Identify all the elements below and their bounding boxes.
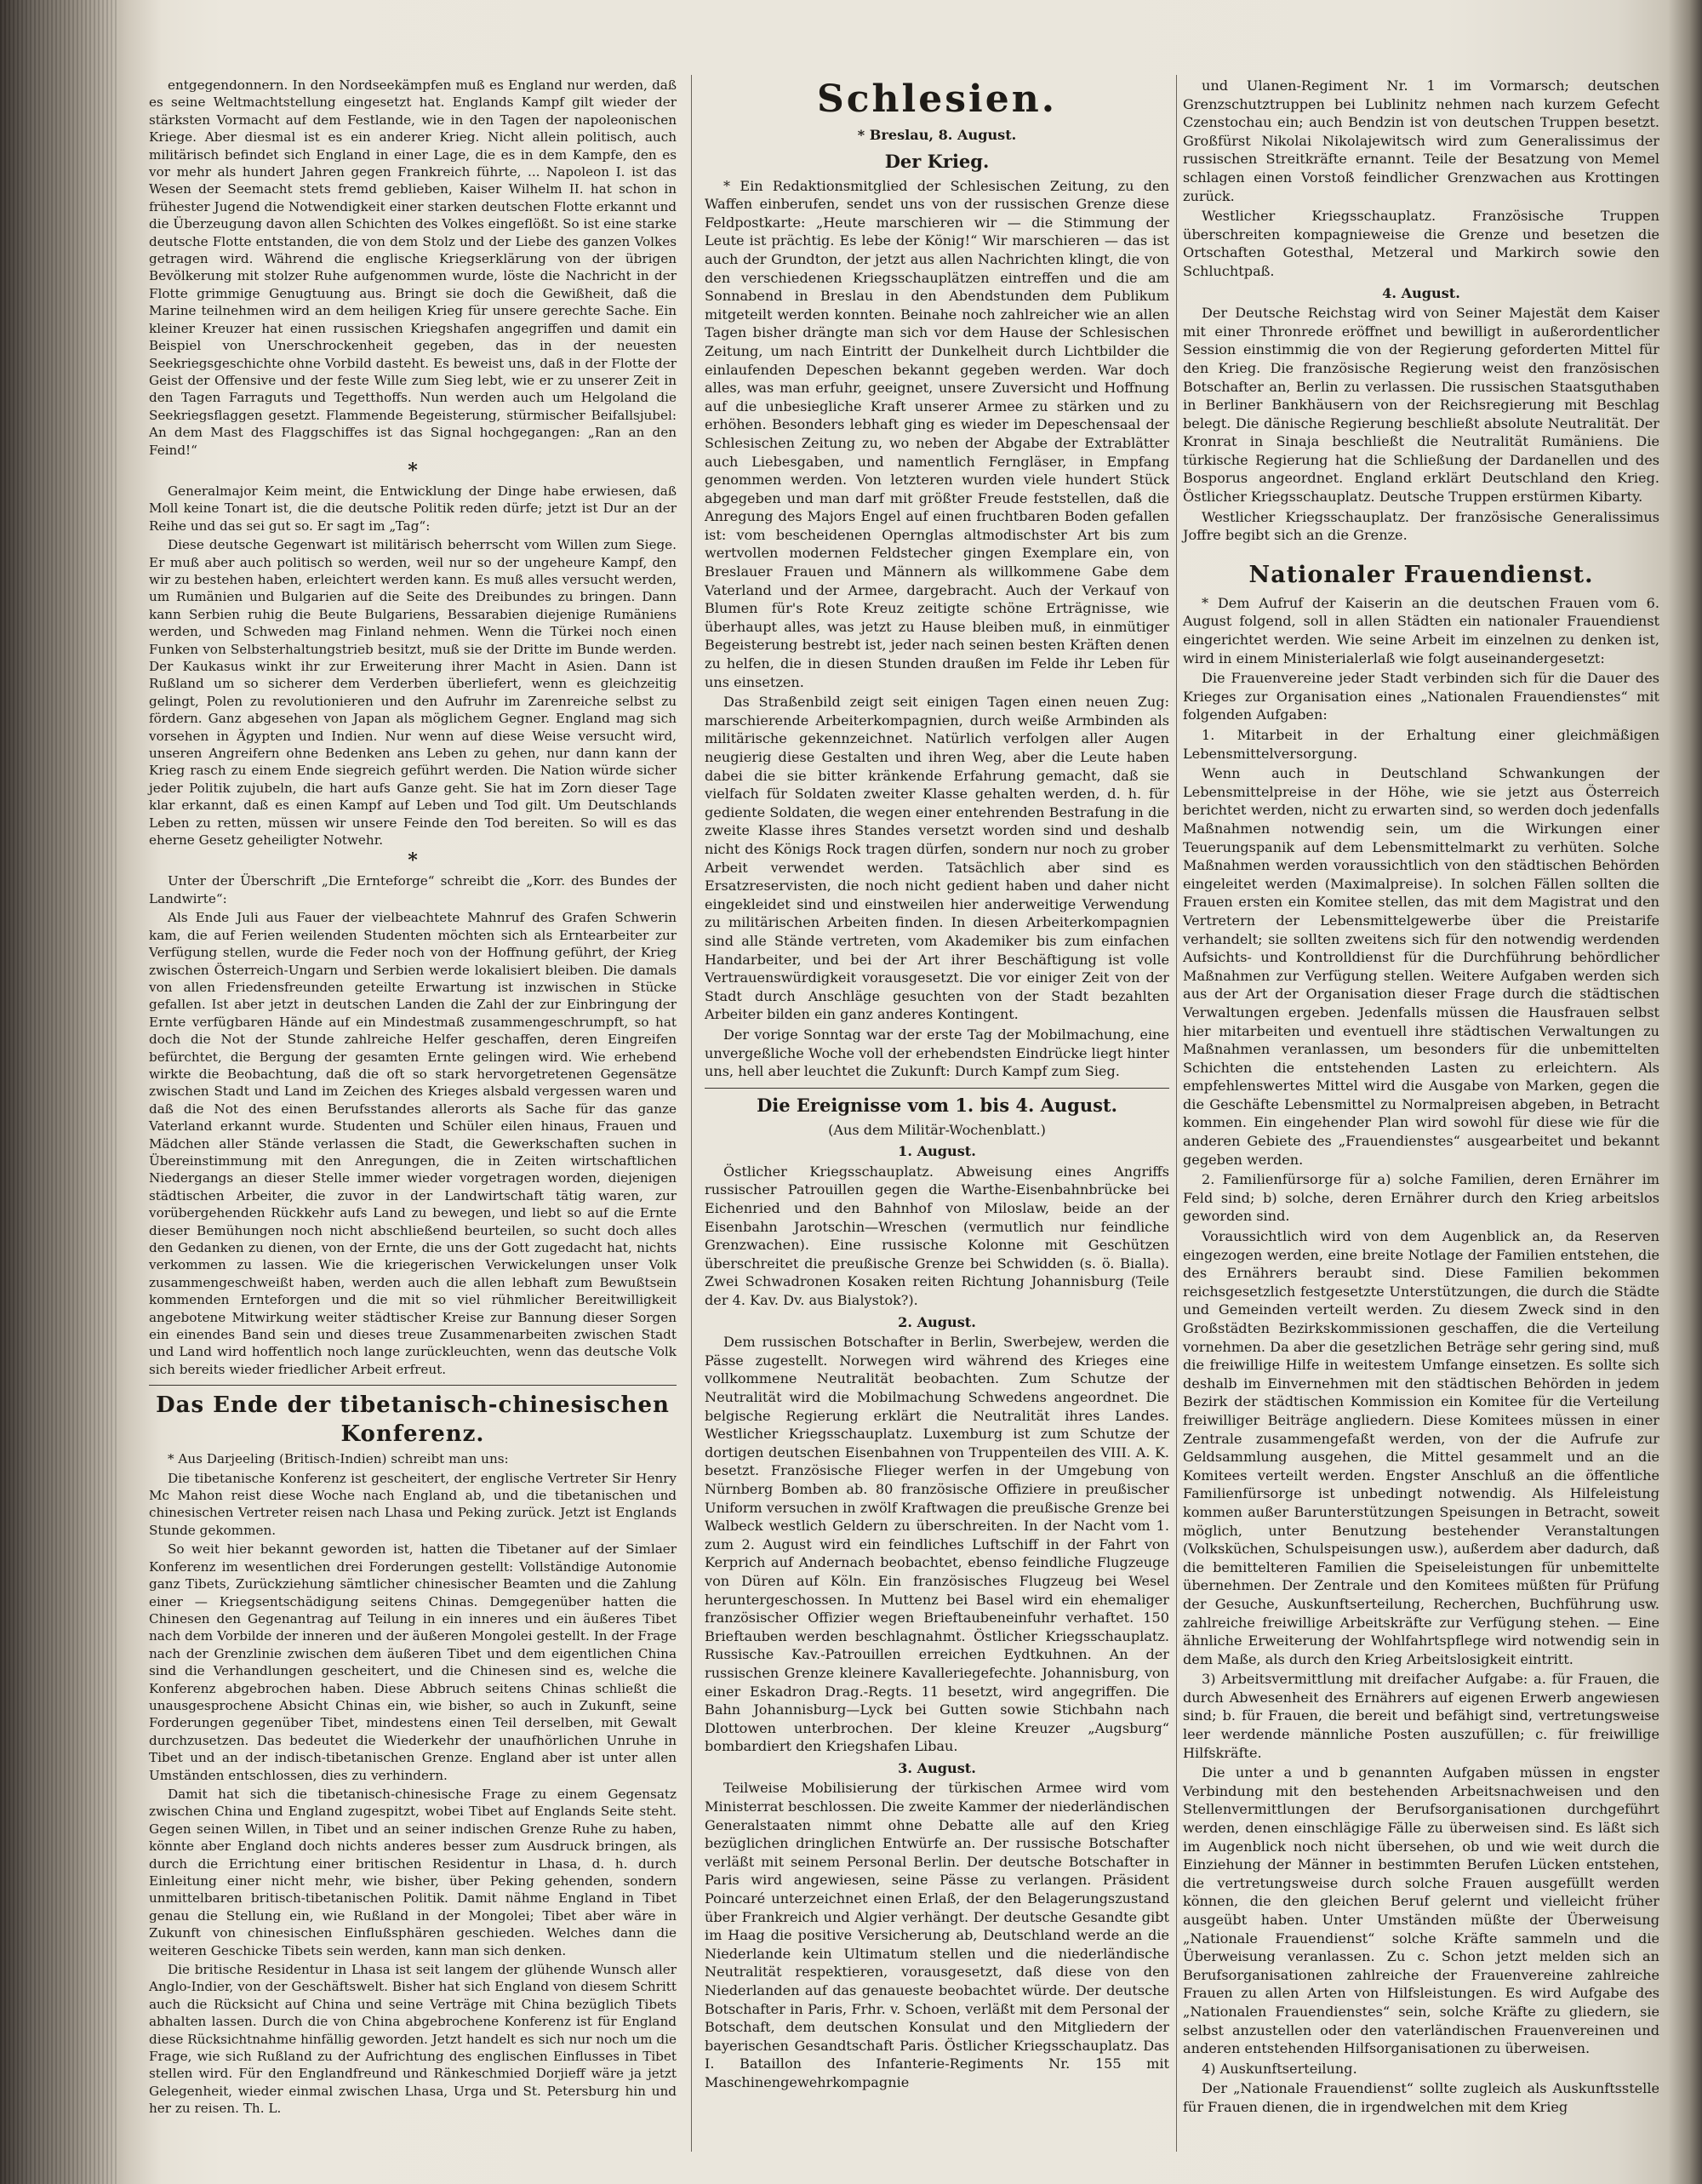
day-heading: 4. August. bbox=[1382, 284, 1460, 301]
column-1 bbox=[149, 77, 677, 2119]
article-title: Nationaler Frauendienst. bbox=[1248, 561, 1594, 588]
article-paragraph: Der „Nationale Frauendienst“ sollte zugleich als Auskunftsstelle für Frauen dienen, die in irgendwelchen mit dem Krieg bbox=[1183, 2080, 1659, 2115]
column-3 bbox=[1183, 77, 1659, 2118]
divider bbox=[705, 1088, 1169, 1089]
article-paragraph: Östlicher Kriegsschauplatz. Abweisung eines Angriffs russischer Patrouillen gegen die Warthe-Eisenbahnbrücke bei Eichenried und den Bahnhof von Miloslaw, beide an der Eisenbahn Jarotschin—Wreschen (vermutlich nur feindliche Grenzwachen). Eine russische Kolonne mit Geschützen überschreitet die preußische Grenze bei Schwidden (s. ö. Bialla). Zwei Schwadronen Kosaken reiten Richtung Johannisburg (Teile der 4. Kav. Dv. aus Bialystok?). bbox=[705, 1163, 1169, 1309]
article-paragraph: So weit hier bekannt geworden ist, hatten die Tibetaner auf der Simlaer Konferenz im wesentlichen drei Forderungen gestellt: Vollständige Autonomie ganz Tibets, Zurückziehung sämtlicher chinesischer Beamten und die Zahlung einer — Kriegsentschädigung seitens Chinas. Demgegenüber hatten die Chinesen den Gegenantrag auf Teilung in ein inneres und ein äußeres Tibet nach dem Vorbilde der inneren und der äußeren Mongolei gestellt. In der Frage nach der Grenzlinie zwischen dem äußeren Tibet und dem eigentlichen China sind die Verhandlungen gescheitert, und die Chinesen sind es, welche die Konferenz abgebrochen haben. Diese Abbruch seitens Chinas schließt die unausgesprochene Absicht Chinas ein, wie bisher, so auch in Zukunft, seine Forderungen gegenüber Tibet, mindestens einen Teil derselben, mit Gewalt durchzusetzen. Das bedeutet die Wiederkehr der unaufhörlichen Unruhe in Tibet und an der indisch-tibetanischen Grenze. England aber ist unter allen Umständen entschlossen, dies zu verhindern. bbox=[149, 1541, 677, 1783]
section-masthead: Schlesien. bbox=[816, 77, 1058, 121]
separator-asterisk: * bbox=[408, 459, 418, 482]
article-paragraph: 4) Auskunftserteilung. bbox=[1202, 2060, 1357, 2077]
article-paragraph: entgegendonnern. In den Nordseekämpfen muß es England nur werden, daß es seine Weltmachtstellung eingesetzt hat. Englands Kampf gilt wieder der stärksten Vormacht auf dem Festlande, wie in den Tagen der napoleonischen Kriege. Aber diesmal ist es ein anderer Krieg. Nicht allein politisch, auch militärisch befindet sich England in einer Lage, die es in dem Kampfe, den es vor mehr als hundert Jahren gegen Frankreich führte, ... Napoleon I. ist das Wesen der Seemacht stets fremd geblieben, Kaiser Wilhelm II. hat schon in frühester Jugend die Notwendigkeit einer starken deutschen Flotte erkannt und die Überzeugung davon allen Schichten des Volkes eingeflößt. So ist eine starke deutsche Flotte entstanden, die von dem Stolz und der Liebe des ganzen Volkes getragen wird. Während die englische Kriegserklärung von der übrigen Bevölkerung mit stolzer Ruhe aufgenommen wurde, löste die Nachricht in der Flotte grimmige Genugtuung aus. Bringt sie doch die Gewißheit, daß die Marine teilnehmen wird an dem heiligen Krieg für unsere gerechte Sache. Ein kleiner Kreuzer hat einen russischen Kriegshafen angegriffen und damit ein Beispiel von Unerschrockenheit gegeben, das in der neuesten Seekriegsgeschichte ohne Vorbild dasteht. Es beweist uns, daß in der Flotte der Geist der Offensive und der feste Wille zum Sieg lebt, wie er zu unserer Zeit in den Tagen Farraguts und Tegetthoffs. Nun werden auch um Helgoland die Seekriegsflaggen gesetzt. Flammende Begeisterung, stürmischer Beifallsjubel: An dem Mast des Flaggschiffes ist das Signal hochgegangen: „Ran an den Feind!“ bbox=[149, 77, 677, 458]
article-paragraph: Wenn auch in Deutschland Schwankungen der Lebensmittelpreise in der Höhe, wie sie jetzt aus Österreich berichtet werden, nicht zu erwarten sind, so werden doch jedenfalls Maßnahmen notwendig sein, um die Wirkungen einer Teuerungspanik auf dem Lebensmittelmarkt zu verhüten. Solche Maßnahmen werden voraussichtlich von den städtischen Behörden eingeleitet werden (Maximalpreise). In solchen Fällen sollten die Frauen ersten ein Komitee stellen, das mit dem Magistrat und den Vertretern der Lebensmittelgewerbe über die Preistarife verhandelt; sie sollten zweitens sich für den notwendig werdenden Aufsichts- und Kontrolldienst für die Durchführung behördlicher Maßnahmen zur Verfügung stellen. Weitere Aufgaben werden sich aus der Art der Organisation dieser Frage durch die städtischen Verwaltungen ergeben. Jedenfalls müssen die Hausfrauen selbst hier mitarbeiten und eventuell ihre städtischen Verwaltungen zu Maßnahmen veranlassen, um besonders für die unbemittelten Schichten die entstehenden Lasten zu erleichtern. Als empfehlenswertes Mittel wird die Ausgabe von Marken, gegen die die Geschäfte Lebensmittel zu Normalpreisen abgeben, in Betracht kommen. Ein eingehender Plan wird sowohl für diese wie für die anderen Gebiete des „Frauendienstes“ ausgearbeitet und bekannt gegeben werden. bbox=[1183, 765, 1659, 1168]
article-paragraph: * Aus Darjeeling (Britisch-Indien) schreibt man uns: bbox=[168, 1451, 509, 1467]
separator-asterisk: * bbox=[408, 849, 418, 872]
column-rule bbox=[691, 75, 692, 2152]
article-paragraph: Der Deutsche Reichstag wird von Seiner Majestät dem Kaiser mit einer Thronrede eröffnet und bewilligt in außerordentlicher Session einstimmig die von der Regierung geforderten Mittel für den Krieg. Die französische Regierung weist den französischen Botschafter an, Berlin zu verlassen. Die russischen Staatsguthaben in Berliner Bankhäusern von der Reichsregierung mit Beschlag belegt. Die dänische Regierung beschließt absolute Neutralität. Der Kronrat in Sinaja beschließt die Neutralität Rumäniens. Die türkische Regierung hat die Schließung der Dardanellen und des Bosporus angeordnet. England erklärt Deutschland den Krieg. Östlicher Kriegsschauplatz. Deutsche Truppen erstürmen Kibarty. bbox=[1183, 305, 1659, 506]
article-paragraph: Damit hat sich die tibetanisch-chinesische Frage zu einem Gegensatz zwischen China und England zugespitzt, wobei Tibet auf Englands Seite steht. Gegen seinen Willen, in Tibet und an seiner indischen Grenze Ruhe zu haben, könnte aber England doch nichts anderes besser zum Ausdruck bringen, als durch die Errichtung einer britischen Residentur in Lhasa, d. h. durch Einleitung einer nicht mehr, wie bisher, über Peking gehenden, sondern unmittelbaren britisch-tibetanischen Politik. Damit nähme England in Tibet genau die Stellung ein, wie Rußland in der Mongolei; Tibet aber wäre in Zukunft von chinesischen Einflußsphären geschieden. Welches dann die weiteren Geschicke Tibets sein werden, kann man sich denken. bbox=[149, 1786, 677, 1958]
article-title: Die Ereignisse vom 1. bis 4. August. bbox=[757, 1094, 1117, 1116]
article-paragraph: 1. Mitarbeit in der Erhaltung einer gleichmäßigen Lebensmittelversorgung. bbox=[1183, 727, 1659, 762]
day-heading: 2. August. bbox=[898, 1313, 976, 1330]
article-paragraph: Voraussichtlich wird von dem Augenblick an, da Reserven eingezogen werden, eine breite Notlage der Familien entstehen, die des Ernährers beraubt sind. Diese Familien bekommen reichsgesetzlich festgesetzte Unterstützungen, die durch die Städte und Gemeinden verteilt werden. Zu diesem Zweck sind in den Großstädten Bezirkskommissionen geschaffen, die die Verteilung vornehmen. Da aber die gesetzlichen Beträge sehr gering sind, muß die freiwillige Hilfe in weitestem Umfange einsetzen. Es sollte sich deshalb im Einvernehmen mit den städtischen Behörden in jedem Bezirk der städtischen Kommission ein Komitee für die Verteilung freiwilliger Beiträge angliedern. Diese Komitees müssen in einer Zentrale zusammengefaßt werden, von der die Aufrufe zur Geldsammlung ausgehen, die Mittel gesammelt und an die Komitees verteilt werden. Engster Anschluß an die öffentliche Familienfürsorge ist unbedingt notwendig. Als Hilfeleistung kommen außer Barunterstützungen Speisungen in Betracht, soweit möglich, unter Benutzung bestehender Veranstaltungen (Volksküchen, Schulspeisungen usw.), außerdem aber dadurch, daß die bemittelteren Familien die Speiseleistungen für unbemittelte übernehmen. Der Zentrale und den Komitees müßten für Prüfung der Gesuche, Auskunftserteilung, Recherchen, Buchführung usw. zahlreiche freiwillige Arbeitskräfte zur Verfügung stehen. — Eine ähnliche Erweiterung der Wohlfahrtspflege wird notwendig sein in dem Maße, als durch den Krieg Arbeitslosigkeit eintritt. bbox=[1183, 1228, 1659, 1667]
article-paragraph: Generalmajor Keim meint, die Entwicklung der Dinge habe erwiesen, daß Moll keine Tonart ist, die die deutsche Politik reden dürfe; jetzt ist Dur an der Reihe und das sei gut so. Er sagt im „Tag“: bbox=[149, 483, 677, 534]
article-paragraph: Als Ende Juli aus Fauer der vielbeachtete Mahnruf des Grafen Schwerin kam, die auf Ferien weilenden Studenten möchten sich als Erntearbeiter zur Verfügung stellen, wurde die Feder noch von der Hoffnung geführt, der Krieg zwischen Österreich-Ungarn und Serbien werde lokalisiert bleiben. Die damals von allen Friedensfreunden geteilte Erwartung ist inzwischen in Stücke gefallen. Ist aber jetzt in deutschen Landen die Zahl der zur Einbringung der Ernte verfügbaren Hände auf ein Mindestmaß zusammengeschrumpft, so hat doch die Not der Stunde zahlreiche Helfer geschaffen, deren Eingreifen befürchtet, die Bergung der gesamten Ernte gelingen wird. Wie erhebend wirkte die Beobachtung, daß die oft so stark hervorgetretenen Gegensätze zwischen Stadt und Land im Zeichen des Krieges alsbald vergessen waren und daß die Not des einen Berufsstandes allerorts als Sache für das ganze Vaterland erkannt wurde. Studenten und Schüler eilen hinaus, Frauen und Mädchen aller Stände verlassen die Stadt, die Gewerkschaften suchen in Übereinstimmung mit den Anregungen, die in Zeiten wirtschaftlichen Niedergangs an dieser Stelle immer wieder vorgetragen worden, diejenigen städtischen Arbeiter, die zuvor in der Landwirtschaft tätig waren, zur vorübergehenden Rückkehr aufs Land zu bewegen, und liebt so auf die Ernte dieser Bemühungen noch nicht abschließend beurteilen, so sucht doch alles den Gedanken zu dienen, von der Ernte, die uns der Gott zugedacht hat, nichts verkommen zu lassen. Wie die kriegerischen Verwickelungen unser Volk zusammengeschweißt haben, werden auch die allen lebhaft zum Bewußtsein kommenden Ernteforgen und die mit so viel rühmlicher Bereitwilligkeit angebotene Mitwirkung weiter städtischer Kreise zur Bannung dieser Sorgen ein einendes Band sein und dieses treue Zusammenarbeiten zwischen Stadt und Land wird hoffentlich noch lange zurückleuchten, wenn das deutsche Volk sich bereits wieder friedlicher Arbeit erfreut. bbox=[149, 910, 677, 1377]
day-heading: 1. August. bbox=[898, 1143, 976, 1160]
article-paragraph: Die tibetanische Konferenz ist gescheitert, der englische Vertreter Sir Henry Mc Mahon reist diese Woche nach England ab, und die tibetanischen und chinesischen Vertreter reisen nach Lhasa und Peking zurück. Jetzt ist Englands Stunde gekommen. bbox=[149, 1470, 677, 1538]
article-paragraph: Die unter a und b genannten Aufgaben müssen in engster Verbindung mit den bestehenden Arbeitsnachweisen und den Stellenvermittlungen der Berufsorganisationen durchgeführt werden, denen einschlägige Fälle zu überweisen sind. Es läßt sich im Augenblick noch nicht übersehen, ob und wie weit durch die Einziehung der Männer in bestimmten Berufen Lücken entstehen, die vertretungsweise durch solche Frauen ausgefüllt werden können, die den gleichen Beruf gelernt und vielleicht früher ausgeübt haben. Unter Umständen müßte der Überweisung „Nationale Frauendienst“ solche Kräfte sammeln und die Überweisung veranlassen. Zu c. Schon jetzt melden sich an Berufsorganisationen zahlreiche der Frauenvereine zahlreiche Frauen zu allen Arten von Hilfsleistungen. Es wird Aufgabe des „Nationalen Frauendienstes“ sein, solche Kräfte zu gliedern, sie selbst anzustellen oder den vaterländischen Frauenvereinen und anderen entstehenden Hilfsorganisationen zu überweisen. bbox=[1183, 1764, 1659, 2057]
article-paragraph: Westlicher Kriegsschauplatz. Der französische Generalissimus Joffre begibt sich an die Grenze. bbox=[1183, 508, 1659, 544]
column-2 bbox=[705, 77, 1169, 2094]
subheading: Der Krieg. bbox=[884, 150, 990, 172]
article-paragraph: * Dem Aufruf der Kaiserin an die deutschen Frauen vom 6. August folgend, soll in allen Städten ein nationaler Frauendienst eingerichtet werden. Wie seine Arbeit im einzelnen zu denken ist, wird in einem Ministerialerlaß wie folgt auseinandergesetzt: bbox=[1183, 594, 1659, 666]
article-paragraph: 2. Familienfürsorge für a) solche Familien, deren Ernährer im Feld sind; b) solche, deren Ernährer durch den Krieg arbeitslos geworden sind. bbox=[1183, 1171, 1659, 1225]
book-binding bbox=[0, 0, 119, 2184]
article-paragraph: Westlicher Kriegsschauplatz. Französische Truppen überschreiten kompagnieweise die Grenze und besetzen die Ortschaften Gotesthal, Metzeral und Markirch sowie den Schluchtpaß. bbox=[1183, 208, 1659, 279]
article-paragraph: Diese deutsche Gegenwart ist militärisch beherrscht vom Willen zum Siege. Er muß aber auch politisch so werden, weil nur so der ungeheure Kampf, den wir zu bestehen haben, erleichtert werden kann. Es muß alles versucht werden, um Rumänien und Bulgarien auf die Seite des Dreibundes zu bringen. Dann kann Serbien ruhig die Beute Bulgariens, Bessarabien diejenige Rumäniens werden, und Schweden mag Finland nehmen. Wenn die Türkei noch einen Funken von Selbsterhaltungstrieb besitzt, muß sie der Dritte im Bunde werden. Der Kaukasus winkt ihr zur Erweiterung ihrer Macht in Asien. Dann ist Rußland um so sicherer dem Verderben überliefert, wenn es gleichzeitig gelingt, Polen zu revolutionieren und den Aufruhr im Zarenreiche selbst zu fördern. Ganz abgesehen von Japan als möglichem Gegner. England mag sich vorsehen in Ägypten und Indien. Nur wenn auf diese Weise versucht wird, unseren Angreifern ohne Bedenken ans Leben zu gehen, nur dann kann der Krieg rasch zu einem Ende siegreich geführt werden. Die Nation würde sicher jeder Politik zujubeln, die hart aufs Ganze geht. Sie hat im Zorn dieser Tage klar erkannt, daß es einen Kampf auf Leben und Tod gilt. Um Deutschlands Leben zu retten, müssen wir unsere Feinde den Tod bereiten. So will es das eherne Gesetz geheiligter Notwehr. bbox=[149, 537, 677, 849]
day-heading: 3. August. bbox=[898, 1759, 976, 1776]
article-paragraph: Dem russischen Botschafter in Berlin, Swerbejew, werden die Pässe zugestellt. Norwegen wird während des Krieges eine vollkommene Neutralität beobachten. Zum Schutze der Neutralität wird die Mobilmachung Schwedens angeordnet. Die belgische Regierung erklärt die Neutralität ihres Landes. Westlicher Kriegsschauplatz. Luxemburg ist zum Schutze der dortigen deutschen Eisenbahnen von Truppenteilen des VIII. A. K. besetzt. Französische Flieger werfen in der Umgebung von Nürnberg Bomben ab. 80 französische Offiziere in preußischer Uniform versuchen in zwölf Kraftwagen die preußische Grenze bei Walbeck westlich Geldern zu überschreiten. In der Nacht vom 1. zum 2. August wird ein feindliches Luftschiff in der Fahrt von Kerprich auf Andernach beobachtet, ebenso feindliche Flugzeuge von Düren auf Köln. Ein französisches Flugzeug bei Wesel heruntergeschossen. In Muttenz bei Basel wird ein ehemaliger französischer Offizier wegen Brieftaubeneinfuhr verhaftet. 150 Brieftauben werden beschlagnahmt. Östlicher Kriegsschauplatz. Russische Kav.-Patrouillen erreichen Eydtkuhnen. An der russischen Grenze kleinere Kavalleriegefechte. Johannisburg, von einer Eskadron Drag.-Regts. 11 besetzt, wird angegriffen. Die Bahn Johannisburg—Lyck bei Gutten sowie Stichbahn nach Dlottowen unterbrochen. Der kleine Kreuzer „Augsburg“ bombardiert den Kriegshafen Libau. bbox=[705, 1334, 1169, 1755]
article-paragraph: Das Straßenbild zeigt seit einigen Tagen einen neuen Zug: marschierende Arbeiterkompagnien, durch weiße Armbinden als militärische gekennzeichnet. Natürlich verfolgen aller Augen neugierig diese Gestalten und ihren Weg, aber die Leute haben dabei die sie bitter kränkende Erfahrung gemacht, daß sie vielfach für Soldaten zweiter Klasse gehalten werden, d. h. für gediente Soldaten, die wegen einer entehrenden Bestrafung in die zweite Klasse ihres Standes versetzt worden sind und deshalb nicht des Königs Rock tragen dürfen, sondern nur noch zu grober Arbeit verwendet werden. Tatsächlich aber sind es Ersatzreservisten, die noch nicht gedient haben und daher nicht eingekleidet sind und einstweilen hier anderweitige Verwendung zu militärischen Arbeiten finden. In diesen Arbeiterkompagnien sind alle Stände vertreten, vom Akademiker bis zum einfachen Handarbeiter, und bei der Art ihrer Beschäftigung ist volle Vertrauenswürdigkeit vorausgesetzt. Die vor einiger Zeit von der Stadt durch Anschläge gesuchten von der Stadt bezahlten Arbeiter bilden ein ganz anderes Kontingent. bbox=[705, 694, 1169, 1023]
column-rule bbox=[1176, 75, 1177, 2152]
article-paragraph: 3) Arbeitsvermittlung mit dreifacher Aufgabe: a. für Frauen, die durch Abwesenheit des Ernährers auf eigenen Erwerb angewiesen sind; b. für Frauen, die bereit und befähigt sind, vertretungsweise leer werdende männliche Posten auszufüllen; c. für freiwillige Hilfskräfte. bbox=[1183, 1671, 1659, 1761]
article-paragraph: Der vorige Sonntag war der erste Tag der Mobilmachung, eine unvergeßliche Woche voll der erhebendsten Eindrücke liegt hinter uns, hell aber leuchtet die Zukunft: Durch Kampf zum Sieg. bbox=[705, 1026, 1169, 1080]
article-paragraph: Unter der Überschrift „Die Ernteforge“ schreibt die „Korr. des Bundes der Landwirte“: bbox=[149, 873, 677, 906]
article-paragraph: und Ulanen-Regiment Nr. 1 im Vormarsch; deutschen Grenzschutztruppen bei Lublinitz nehmen nach kurzem Gefecht Czenstochau ein; auch Bendzin ist von deutschen Truppen besetzt. Großfürst Nikolai Nikolajewitsch wird zum Generalissimus der russischen Streitkräfte ernannt. Teile der Besatzung von Memel schlagen einen Vorstoß feindlicher Grenzwachen aus Krottingen zurück. bbox=[1183, 77, 1659, 204]
article-title: Das Ende der tibetanisch-chinesischen Konferenz. bbox=[156, 1392, 670, 1448]
divider bbox=[149, 1385, 677, 1386]
article-paragraph: Die Frauenvereine jeder Stadt verbinden sich für die Dauer des Krieges zur Organisation eines „Nationalen Frauendienstes“ mit folgenden Aufgaben: bbox=[1183, 670, 1659, 723]
article-paragraph: * Ein Redaktionsmitglied der Schlesischen Zeitung, zu den Waffen einberufen, sendet uns von der russischen Grenze diese Feldpostkarte: „Heute marschieren wir — die Stimmung der Leute ist prächtig. Es lebe der König!“ Wir marschieren — das ist auch der Grundton, der jetzt aus allen Nachrichten klingt, die von den verschiedenen Kriegsschauplätzen eintreffen und die am Sonnabend in Breslau in den Abendstunden dem Publikum mitgeteilt werden konnten. Beinahe noch zahlreicher wie an allen Tagen bisher drängte man sich vor dem Hause der Schlesischen Zeitung, um nach Eintritt der Dunkelheit durch Lichtbilder die einlaufenden Depeschen bekannt gegeben werden. War doch alles, was man erfuhr, geeignet, unsere Zuversicht und Hoffnung auf die unbesiegliche Kraft unserer Armee zu stärken und zu erhöhen. Besonders lebhaft ging es wieder im Depeschensaal der Schlesischen Zeitung zu, wo neben der Abgabe der Extrablätter auch Liebesgaben, und namentlich Ferngläser, in Empfang genommen werden. Von letzteren wurden viele hundert Stück abgegeben und man darf mit größter Freude feststellen, daß die Anregung des Majors Engel auf einen fruchtbaren Boden gefallen ist: vom bescheidenen Opernglas altmodischster Art bis zum wertvollen modernen Feldstecher gingen Exemplare ein, von Breslauer Frauen und Männern als willkommene Gabe dem Vaterland und der Armee, dargebracht. Auch der Verkauf von Blumen für's Rote Kreuz zeitigte schöne Erträgnisse, wie überhaupt alles, was jetzt zu Hause bleiben muß, in einmütiger Begeisterung bestrebt ist, jeder nach seinen besten Kräften denen zu helfen, die in diesen Stunden draußen im Felde ihr Leben für uns einsetzen. bbox=[705, 177, 1169, 690]
article-paragraph: Die britische Residentur in Lhasa ist seit langem der glühende Wunsch aller Anglo-Indier, von der Geschäftswelt. Bisher hat sich England von diesem Schritt auch die Rücksicht auf China und seine Verträge mit China bezüglich Tibets abhalten lassen. Durch die von China abgebrochene Konferenz ist für England diese Rücksichtnahme hinfällig geworden. Jetzt handelt es sich nur noch um die Frage, wie sich Rußland zu der Aufrichtung des englischen Einflusses in Tibet stellen wird. Für den Englandfreund und Ränkeschmied Dorjieff wäre ja jetzt Gelegenheit, wieder einmal zwischen Lhasa, Urga und St. Petersburg hin und her zu reisen. Th. L. bbox=[149, 1962, 677, 2117]
dateline: * Breslau, 8. August. bbox=[857, 127, 1017, 143]
article-paragraph: Teilweise Mobilisierung der türkischen Armee wird vom Ministerrat beschlossen. Die zweite Kammer der niederländischen Generalstaaten nimmt ohne Debatte alle auf den Krieg bezüglichen dringlichen Entwürfe an. Der russische Botschafter verläßt mit seinem Personal Berlin. Der deutsche Botschafter in Paris wird angewiesen, seine Pässe zu verlangen. Präsident Poincaré unterzeichnet einen Erlaß, der den Belagerungszustand über Frankreich und Algier verhängt. Der deutsche Gesandte gibt im Haag die positive Versicherung ab, Deutschland werde an die Niederlande kein Ultimatum stellen und die niederländische Neutralität respektieren, vorausgesetzt, daß diese von den Niederlanden auf das genaueste beobachtet würde. Der deutsche Botschafter in Paris, Frhr. v. Schoen, verläßt mit dem Personal der Botschaft, dem deutschen Konsulat und den Mitgliedern der bayerischen Gesandtschaft Paris. Östlicher Kriegsschauplatz. Das I. Bataillon des Infanterie-Regiments Nr. 155 mit Maschinengewehrkompagnie bbox=[705, 1780, 1169, 2090]
source-note: (Aus dem Militär-Wochenblatt.) bbox=[828, 1121, 1046, 1138]
